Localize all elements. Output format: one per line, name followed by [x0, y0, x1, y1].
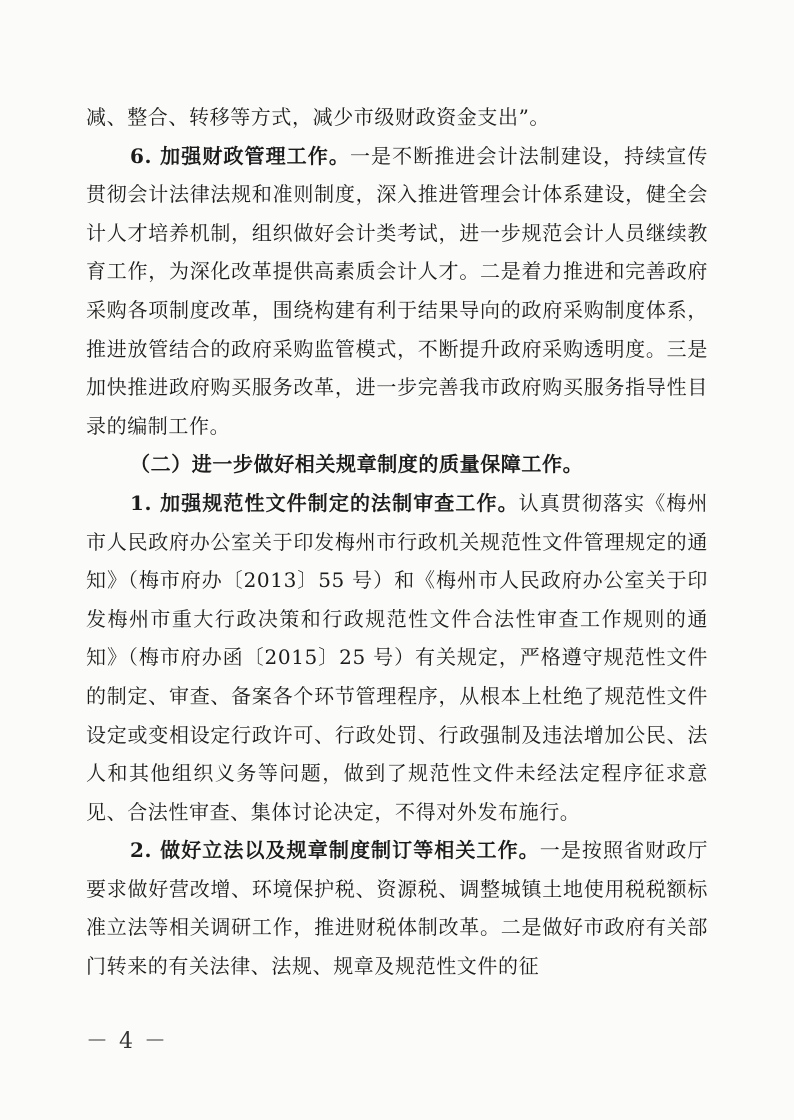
paragraph-heading: 6. 加强财政管理工作。	[130, 143, 350, 168]
paragraph-continued	[86, 98, 708, 137]
paragraph-text: 认真贯彻落实《梅州市人民政府办公室关于印发梅州市行政机关规范性文件管理规定的通知》（梅市府办〔2013〕55 号）和《梅州市人民政府办公室关于印发梅州市重大行政决策和行政规范性文件合法性审查工作规则的通知》（梅市府办函〔2015〕25 号）有关规定，严格遵守规范性文件的制定、审查、备案各个环节管理程序，从根本上杜绝了规范性文件设定或变相设定行政许可、行政处罚、行政强制及违法增加公民、法人和其他组织义务等问题，做到了规范性文件未经法定程序征求意见、合法性审查、集体讨论决定，不得对外发布施行。	[86, 490, 708, 824]
paragraph-heading: 1. 加强规范性文件制定的法制审查工作。	[130, 490, 519, 515]
paragraph-text: 一是不断推进会计法制建设，持续宣传贯彻会计法律法规和准则制度，深入推进管理会计体系建设，健全会计人才培养机制，组织做好会计类考试，进一步规范会计人员继续教育工作，为深化改革提供高素质会计人才。二是着力推进和完善政府采购各项制度改革，围绕构建有利于结果导向的政府采购制度体系，推进放管结合的政府采购监管模式，不断提升政府采购透明度。三是加快推进政府购买服务改革，进一步完善我市政府购买服务指导性目录的编制工作。	[86, 143, 708, 438]
paragraph-heading: 2. 做好立法以及规章制度制订等相关工作。	[130, 838, 540, 863]
paragraph-text: 减、整合、转移等方式，减少市级财政资金支出”。	[86, 105, 551, 129]
section-heading	[86, 445, 708, 484]
paragraph-finance-management	[86, 137, 708, 446]
paragraph-text: 一是按照省财政厅要求做好营改增、环境保护税、资源税、调整城镇土地使用税税额标准立法等相关调研工作，推进财税体制改革。二是做好市政府有关部门转来的有关法律、法规、规章及规范性文件的征	[86, 838, 708, 979]
section-heading-text: （二）进一步做好相关规章制度的质量保障工作。	[130, 452, 584, 477]
paragraph-legal-review	[86, 484, 708, 831]
paragraph-legislation	[86, 831, 708, 985]
page-number: － 4 －	[86, 1029, 168, 1054]
body-text	[86, 98, 708, 986]
